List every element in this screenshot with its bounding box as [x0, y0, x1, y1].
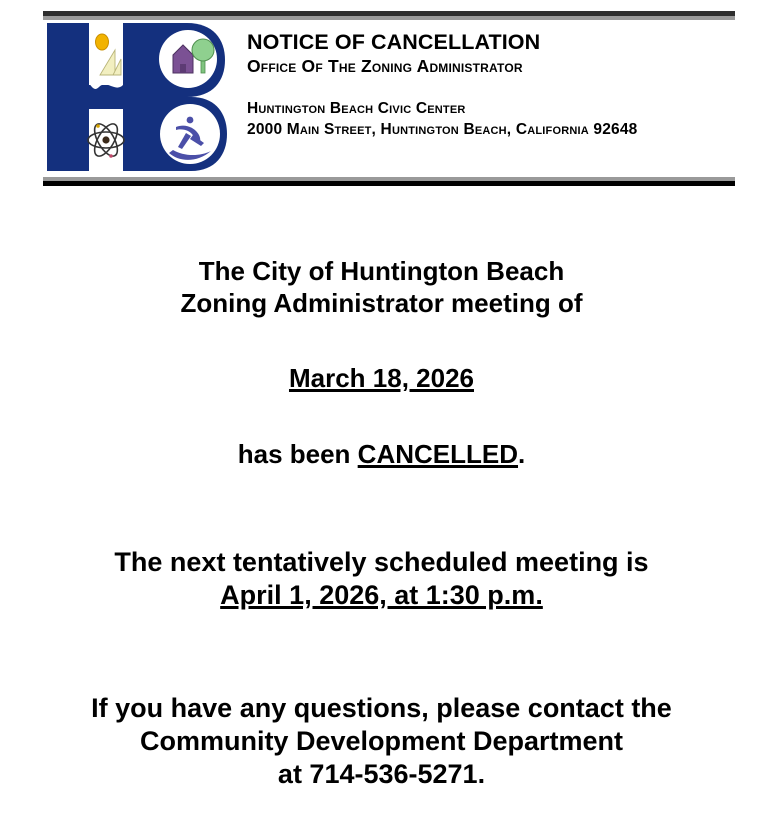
civic-center-address [247, 99, 747, 140]
meeting-intro-line-1: The City of Huntington Beach [198, 256, 565, 286]
contact-block [0, 692, 763, 791]
contact-line-2: Community Development Department [139, 725, 624, 756]
header-bottom-divider-dark-band [43, 181, 735, 186]
huntington-beach-hb-city-logo [45, 23, 227, 171]
sun-sailboat-waves-icon [89, 25, 123, 89]
cancelled-meeting-date: March 18, 2026 [288, 363, 474, 394]
issuing-office: Office Of The Zoning Administrator [247, 56, 523, 77]
notice-body [0, 196, 763, 791]
cancellation-suffix: . [518, 439, 526, 470]
house-and-tree-icon [159, 30, 217, 88]
header-bottom-divider [43, 177, 735, 186]
cancellation-prefix: has been [237, 439, 358, 470]
address-line-venue: Huntington Beach Civic Center [247, 100, 466, 118]
surfer-icon [160, 104, 220, 164]
contact-line-1: If you have any questions, please contact the [91, 692, 672, 723]
cancelled-meeting-date-block [0, 363, 763, 395]
atom-science-icon [88, 111, 124, 169]
letterhead [0, 0, 763, 196]
next-meeting-block [0, 546, 763, 612]
meeting-intro-line-2: Zoning Administrator meeting of [180, 287, 583, 318]
next-meeting-datetime: April 1, 2026, at 1:30 p.m. [220, 579, 543, 610]
notice-title: NOTICE OF CANCELLATION [247, 30, 541, 54]
letterhead-text [247, 30, 747, 140]
address-line-street: 2000 Main Street, Huntington Beach, California 92648 [247, 120, 638, 138]
header-top-divider-gray-band [43, 16, 735, 20]
cancellation-statement-block [0, 439, 763, 471]
cancellation-keyword: CANCELLED [357, 439, 519, 470]
next-meeting-intro: The next tentatively scheduled meeting is [114, 546, 649, 577]
header-top-divider [43, 11, 735, 20]
contact-phone-line: at 714-536-5271. [277, 758, 486, 789]
meeting-intro-block [0, 256, 763, 319]
